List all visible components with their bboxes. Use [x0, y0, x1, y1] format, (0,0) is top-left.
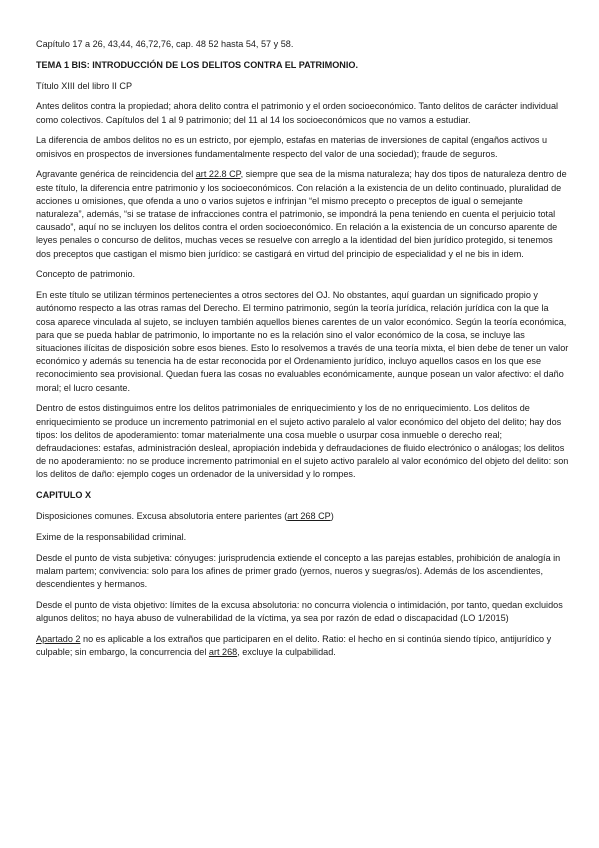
- art-22-8-link[interactable]: art 22.8 CP: [195, 169, 241, 180]
- paragraph-agravante: [36, 168, 569, 260]
- apartado-text-end: , excluye la culpabilidad.: [237, 647, 336, 658]
- paragraph-objetivo: Desde el punto de vista objetivo: límites de la excusa absolutoria: no concurra violencia o intimidación, por tanto, quedan excluidos algunos delitos; no haya abuso de vulnerabilidad de la víctima, ya sea por razón de edad o discapacidad (LO 1/2015): [36, 599, 563, 624]
- paragraph-titulo-utiliza: En este título se utilizan términos pertenecientes a otros sectores del OJ. No obstantes, aquí guardan un significado propio y autónomo respecto a las otras ramas del Derecho. El termino patrimonio, según la teoría jurídica, relación jurídica con la que la cosa aparece vinculada al sujeto, se incluyen también aquellos bienes carentes de un valor económico. Según la teoría económica, para que se pueda hablar de patrimonio, lo importante no es la relación sino el valor económico de la cosa, se incluye las situaciones ilícitas de disposición sobre esos bienes. Esto lo resolvemos a través de una teoría mixta, el bien debe de tener un valor económico y además su tenencia ha de estar reconocida por el Ordenamiento jurídico, incluyo aquellos casos en los que ese reconocimiento sea provisional. Quedan fuera las cosas no evaluables económicamente, aunque posean un valor afectivo: el daño moral; el lucro cesante.: [36, 290, 569, 393]
- paragraph-diferencia: La diferencia de ambos delitos no es un estricto, por ejemplo, estafas en materias de inversiones de capital (engaños activos u omisivos en prospectos de inversiones fundamentalmente respecto del valor de una sociedad); fraude de seguros.: [36, 135, 548, 159]
- disposiciones-text-start: Disposiciones comunes. Excusa absolutoria entere parientes (: [36, 511, 288, 522]
- agravante-text-end: , siempre que sea de la misma naturaleza; hay dos tipos de naturaleza dentro de este título, la diferencia entre patrimonio y los socioeconómicos. Con relación a la existencia de un delito continuado, pluralidad de acciones u omisiones, que ofenda a uno o varios sujetos e infrinjan “el mismo precepto o preceptos de igual o semejante naturaleza”, además, “si se tratase de infracciones contra el patrimonio, se impondrá la pena teniendo en cuenta el perjuicio total causado”, aquí no se incluyen los delitos contra el orden socioeconómico. En relación a la existencia de un concurso aparente de leyes penales o concurso de delitos, muchas veces se resuelve con arreglo a la identidad del bien jurídico protegido, si tenemos dos preceptos que castigan el mismo bien jurídico: se castigará en virtud del principio de especialidad y el ne bis in idem.: [36, 169, 567, 259]
- paragraph-exime: Exime de la responsabilidad criminal.: [36, 531, 187, 542]
- apartado-2-link[interactable]: Apartado 2: [36, 633, 81, 644]
- disposiciones-text-end: ): [330, 511, 334, 522]
- agravante-text-start: Agravante genérica de reincidencia del: [36, 169, 196, 180]
- intro-line: Capítulo 17 a 26, 43,44, 46,72,76, cap. 48 52 hasta 54, 57 y 58.: [36, 39, 294, 49]
- paragraph-subjetiva: Desde el punto de vista subjetiva: cónyuges: jurisprudencia extiende el concepto a las parejas estables, prohibición de analogía in malam partem; convivencia: solo para los afines de primer grado (yernos, nueros y suegras/os). Además de los ascendientes, descendientes y hermanos.: [36, 552, 561, 590]
- art-268-cp-link[interactable]: art 268 CP: [287, 511, 331, 522]
- tema-title: TEMA 1 BIS: INTRODUCCIÓN DE LOS DELITOS CONTRA EL PATRIMONIO.: [36, 59, 358, 70]
- paragraph-apartado: [36, 633, 569, 659]
- art-268-link[interactable]: art 268: [208, 647, 238, 658]
- titulo-line: Título XIII del libro II CP: [36, 80, 133, 91]
- apartado-text-middle: no es aplicable a los extraños que participaren en el delito. Ratio: el hecho en si continúa siendo típico, antijurídico y culpable; sin embargo, la concurrencia del: [36, 633, 552, 658]
- paragraph-concepto: Concepto de patrimonio.: [36, 269, 136, 280]
- paragraph-disposiciones: [36, 510, 569, 523]
- paragraph-dentro: Dentro de estos distinguimos entre los delitos patrimoniales de enriquecimiento y los de no enriquecimiento. Los delitos de enriquecimiento se produce un incremento patrimonial en el sujeto activo paralelo al valor económico del objeto del delito; hay dos tipos: los delitos de apoderamiento: tomar materialmente una cosa mueble o usurpar cosa inmueble o derecho real; defraudaciones: estafas, administración desleal, apropiación indebida y defraudaciones de fluido electrónico o análogas; los delitos de no apoderamiento: no se produce incremento patrimonial en el sujeto activo paralelo al valor económico del objeto del delito: son los delitos de daño: ejemplo coges un ordenador de la universidad y lo rompes.: [36, 403, 569, 480]
- capitulo-x-heading: CAPITULO X: [36, 490, 92, 501]
- paragraph-antes: Antes delitos contra la propiedad; ahora delito contra el patrimonio y el orden socioeconómico. Tanto delitos de carácter individual como colectivos. Capítulos del 1 al 9 patrimonio; del 11 al 14 los socioeconómicos que no vamos a estudiar.: [36, 101, 559, 125]
